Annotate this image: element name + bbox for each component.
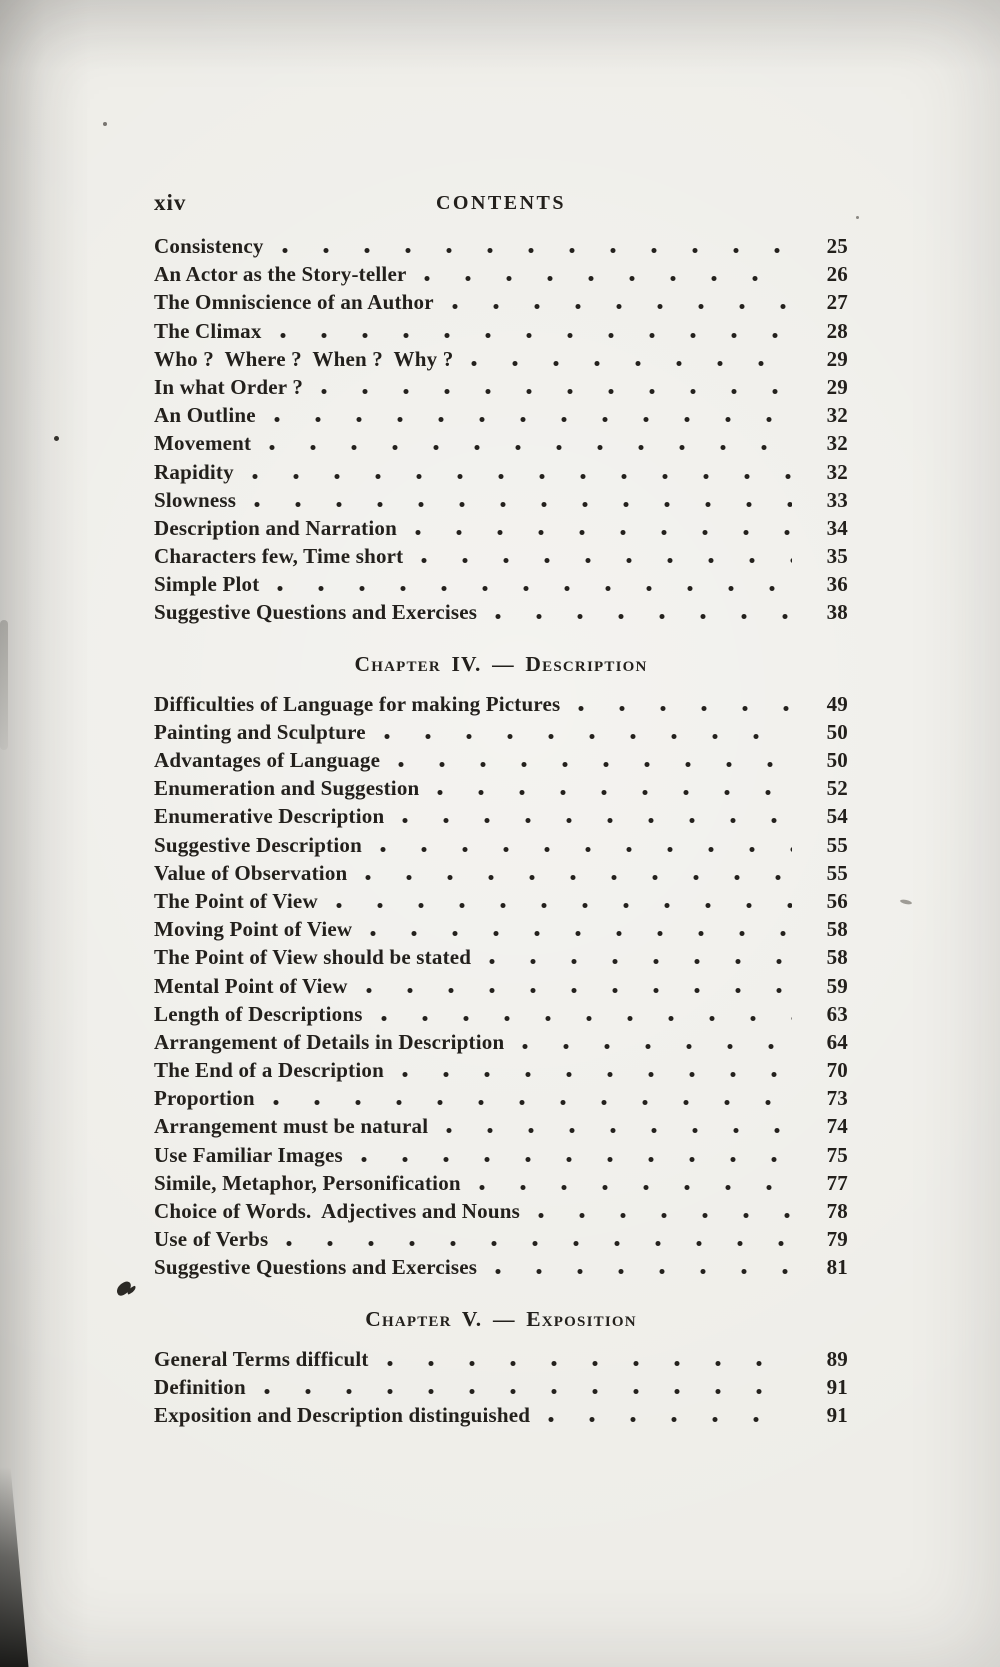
toc — [154, 234, 848, 1431]
toc-entry-page: 34 — [826, 515, 848, 540]
toc-entry — [154, 748, 848, 776]
toc-entry-title: Consistency — [154, 234, 264, 258]
dot-leader — [269, 1100, 792, 1105]
toc-entry — [154, 1058, 848, 1086]
toc-entry — [154, 1002, 848, 1030]
toc-entry — [154, 1114, 848, 1142]
toc-entry — [154, 1199, 848, 1227]
dot-leader — [250, 502, 792, 507]
toc-entry-page: 77 — [826, 1170, 848, 1195]
toc-entry-title: Length of Descriptions — [154, 1001, 363, 1026]
page-content — [154, 190, 848, 1431]
toc-entry-title: Use of Verbs — [154, 1227, 269, 1252]
toc-entry-page: 38 — [826, 600, 848, 625]
toc-entry-page: 79 — [826, 1227, 848, 1252]
toc-entry-title: An Outline — [154, 403, 256, 428]
toc-entry-title: Suggestive Questions and Exercises — [154, 1255, 478, 1280]
toc-entry — [154, 720, 848, 748]
toc-entry — [154, 516, 848, 544]
toc-entry — [154, 572, 848, 600]
toc-entry — [154, 1086, 848, 1114]
toc-entry-title: Simple Plot — [154, 572, 260, 597]
toc-entry-title: Suggestive Description — [154, 832, 362, 857]
dot-leader — [411, 530, 792, 535]
dot-leader — [278, 248, 792, 253]
toc-entry — [154, 945, 848, 973]
toc-entry — [154, 917, 848, 945]
toc-entry — [154, 375, 848, 403]
toc-entry-title: The Climax — [154, 318, 262, 343]
dot-leader — [467, 361, 792, 366]
dot-leader — [485, 959, 792, 964]
toc-entry-title: General Terms difficult — [154, 1346, 369, 1371]
dot-leader — [282, 1241, 792, 1246]
dot-leader — [433, 790, 792, 795]
ink-speck — [856, 216, 859, 219]
toc-entry-page: 63 — [826, 1001, 848, 1026]
dot-leader — [574, 706, 792, 711]
toc-entry-page: 32 — [826, 459, 848, 484]
toc-entry — [154, 861, 848, 889]
toc-entry — [154, 1347, 848, 1375]
toc-entry-page: 64 — [826, 1029, 848, 1054]
toc-entry-page: 89 — [826, 1346, 848, 1371]
toc-entry-page: 54 — [826, 804, 848, 829]
toc-entry-page: 58 — [826, 945, 848, 970]
dot-leader — [376, 847, 792, 852]
toc-entry-title: The End of a Description — [154, 1058, 384, 1083]
toc-entry-page: 91 — [826, 1402, 848, 1427]
dot-leader — [366, 931, 792, 936]
dot-leader — [317, 389, 792, 394]
toc-entry — [154, 600, 848, 628]
toc-entry-title: In what Order ? — [154, 374, 304, 399]
folio-number: xiv — [154, 190, 187, 215]
toc-entry — [154, 234, 848, 262]
toc-entry-title: Who ? Where ? When ? Why ? — [154, 346, 454, 371]
toc-entry-title: The Omniscience of an Author — [154, 290, 434, 315]
toc-entry-title: The Point of View should be stated — [154, 945, 472, 970]
dot-leader — [332, 903, 792, 908]
dot-leader — [361, 875, 792, 880]
toc-entry-page: 35 — [826, 544, 848, 569]
toc-entry-page: 29 — [826, 374, 848, 399]
toc-entry-title: Enumeration and Suggestion — [154, 776, 420, 801]
dot-leader — [260, 1389, 792, 1394]
toc-entry-title: Suggestive Questions and Exercises — [154, 600, 478, 625]
toc-entry-title: Moving Point of View — [154, 917, 353, 942]
toc-entry-title: Movement — [154, 431, 252, 456]
toc-entry — [154, 347, 848, 375]
toc-entry-page: 28 — [826, 318, 848, 343]
ink-speck — [103, 122, 107, 126]
toc-entry — [154, 692, 848, 720]
toc-entry-title: Advantages of Language — [154, 748, 381, 772]
toc-entry-page: 55 — [826, 832, 848, 857]
toc-entry-page: 33 — [826, 487, 848, 512]
page-header — [154, 190, 848, 222]
toc-entry-page: 59 — [826, 973, 848, 998]
toc-entry-page: 49 — [826, 691, 848, 716]
toc-entry-page: 78 — [826, 1199, 848, 1223]
toc-entry — [154, 319, 848, 347]
toc-entry-page: 32 — [826, 431, 848, 456]
toc-entry-page: 75 — [826, 1142, 848, 1167]
toc-entry — [154, 1403, 848, 1431]
toc-entry-page: 50 — [826, 719, 848, 744]
toc-entry-page: 81 — [826, 1255, 848, 1280]
dot-leader — [377, 1016, 792, 1021]
dot-leader — [383, 1361, 792, 1366]
toc-entry-title: Proportion — [154, 1086, 255, 1111]
running-head: CONTENTS — [435, 192, 567, 214]
toc-entry — [154, 1171, 848, 1199]
toc-entry — [154, 460, 848, 488]
toc-entry-page: 73 — [826, 1086, 848, 1111]
dot-leader — [491, 1269, 792, 1274]
toc-entry-page: 26 — [826, 262, 848, 287]
dot-leader — [420, 276, 792, 281]
toc-entry-title: Simile, Metaphor, Personification — [154, 1170, 461, 1195]
toc-entry-title: An Actor as the Story-teller — [154, 262, 407, 287]
dot-leader — [394, 762, 792, 767]
toc-entry-title: Arrangement of Details in Description — [154, 1029, 505, 1054]
toc-entry-title: Exposition and Description distinguished — [154, 1402, 531, 1427]
chapter-heading: Chapter V. — Exposition — [365, 1306, 637, 1331]
toc-entry-page: 29 — [826, 346, 848, 371]
toc-entry — [154, 290, 848, 318]
chapter-heading: Chapter IV. — Description — [354, 651, 648, 676]
toc-entry-page: 52 — [826, 776, 848, 801]
toc-entry-title: Slowness — [154, 487, 237, 512]
toc-entry — [154, 974, 848, 1002]
toc-entry — [154, 1375, 848, 1403]
toc-entry-page: 55 — [826, 860, 848, 885]
dot-leader — [534, 1213, 792, 1218]
toc-entry — [154, 776, 848, 804]
dot-leader — [475, 1185, 792, 1190]
toc-entry-page: 74 — [826, 1114, 848, 1139]
toc-entry — [154, 1143, 848, 1171]
dot-leader — [491, 614, 792, 619]
dot-leader — [270, 417, 792, 422]
toc-entry-page: 27 — [826, 290, 848, 315]
toc-entry-title: Difficulties of Language for making Pictures — [154, 691, 561, 716]
toc-entry-title: Enumerative Description — [154, 804, 385, 829]
toc-entry-page: 70 — [826, 1058, 848, 1083]
toc-entry — [154, 544, 848, 572]
toc-entry-page: 91 — [826, 1374, 848, 1399]
toc-entry — [154, 488, 848, 516]
toc-entry — [154, 431, 848, 459]
toc-entry — [154, 804, 848, 832]
toc-entry-title: Mental Point of View — [154, 973, 348, 998]
dot-leader — [544, 1417, 792, 1422]
toc-entry-title: Use Familiar Images — [154, 1142, 343, 1167]
toc-entry-page: 56 — [826, 888, 848, 913]
toc-entry-page: 58 — [826, 917, 848, 942]
binding-shadow — [0, 1467, 30, 1667]
dot-leader — [273, 586, 792, 591]
toc-entry-title: Description and Narration — [154, 515, 397, 540]
toc-entry-page: 50 — [826, 748, 848, 772]
toc-entry — [154, 403, 848, 431]
toc-entry-page: 32 — [826, 403, 848, 428]
dot-leader — [362, 988, 792, 993]
toc-entry-title: Characters few, Time short — [154, 544, 404, 569]
toc-entry-title: The Point of View — [154, 888, 318, 913]
toc-entry-page: 36 — [826, 572, 848, 597]
toc-entry — [154, 262, 848, 290]
toc-entry-title: Choice of Words. Adjectives and Nouns — [154, 1199, 520, 1223]
ink-speck — [54, 436, 59, 441]
toc-entry — [154, 1030, 848, 1058]
dot-leader — [248, 474, 792, 479]
ink-speck — [900, 899, 913, 905]
dot-leader — [398, 1072, 792, 1077]
toc-entry-title: Arrangement must be natural — [154, 1114, 429, 1139]
dot-leader — [265, 445, 792, 450]
scan-smudge — [0, 620, 8, 750]
dot-leader — [276, 333, 792, 338]
toc-entry — [154, 889, 848, 917]
toc-entry-title: Value of Observation — [154, 860, 348, 885]
toc-entry-title: Rapidity — [154, 459, 234, 484]
toc-entry-title: Painting and Sculpture — [154, 719, 366, 744]
toc-entry — [154, 1227, 848, 1255]
toc-entry — [154, 833, 848, 861]
dot-leader — [442, 1128, 792, 1133]
dot-leader — [398, 818, 792, 823]
dot-leader — [380, 734, 792, 739]
dot-leader — [448, 304, 792, 309]
toc-entry-title: Definition — [154, 1374, 246, 1399]
toc-entry-page: 25 — [826, 234, 848, 258]
dot-leader — [518, 1044, 792, 1049]
toc-entry — [154, 1255, 848, 1283]
dot-leader — [417, 558, 792, 563]
dot-leader — [357, 1157, 792, 1162]
ink-blot — [114, 1280, 133, 1297]
